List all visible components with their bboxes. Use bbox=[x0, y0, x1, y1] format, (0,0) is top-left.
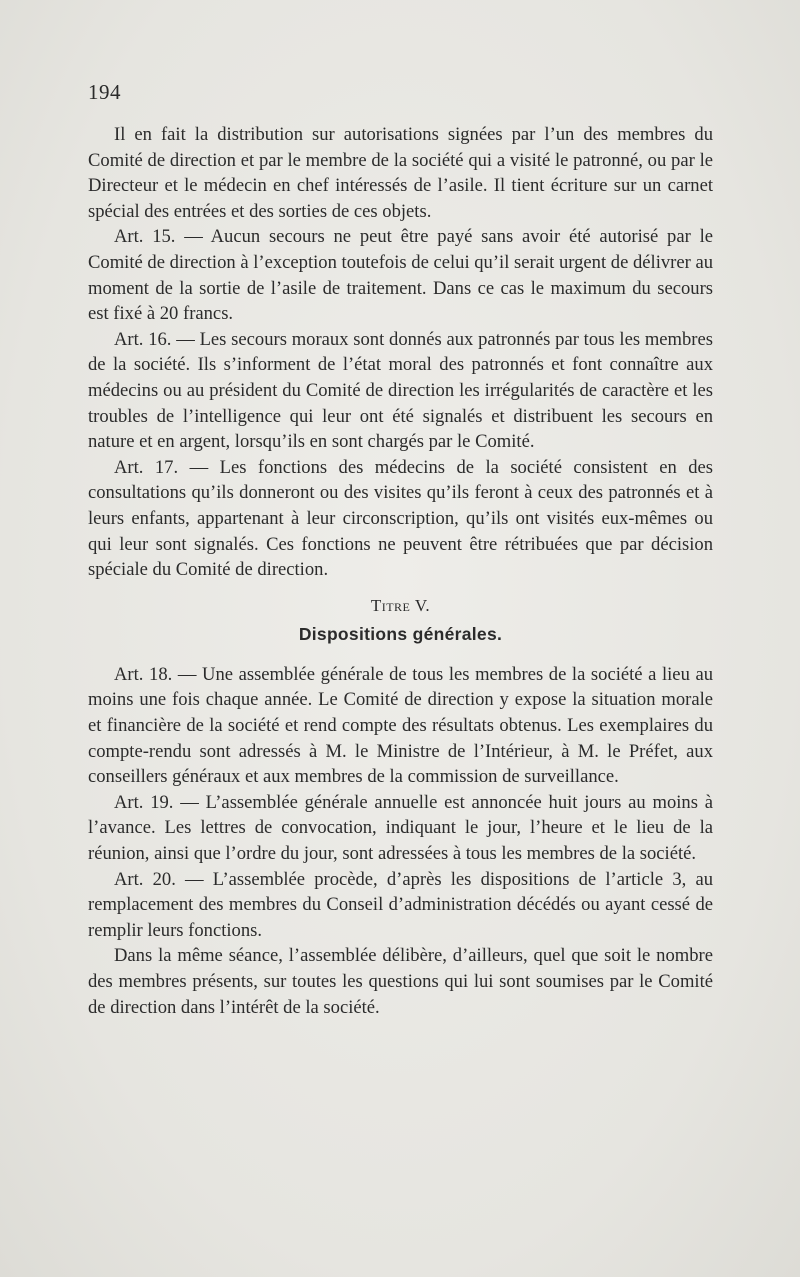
paragraph-art-17: Art. 17. — Les fonctions des médecins de la société consistent en des consultations qu’ils donneront ou des visites qu’ils feront à ceux des patronnés et à leurs enfants, appartenant à leur circonscription, qu’ils ont visités eux-mêmes ou qui leur sont signalés. Ces fonctions ne peuvent être rétribuées que par décision spéciale du Comité de direction. bbox=[88, 456, 713, 581]
paragraph-art-16: Art. 16. — Les secours moraux sont donnés aux patronnés par tous les membres de la société. Ils s’informent de l’état moral des patronnés et font connaître aux médecins ou au président du Comité de direction les irrégularités de caractère et les troubles de l’intelligence qui leur ont été signalés et distribuent les secours en nature et en argent, lorsqu’ils en sont chargés par le Comité. bbox=[88, 328, 713, 453]
paragraph-final: Dans la même séance, l’assemblée délibère, d’ailleurs, quel que soit le nombre des membres présents, sur toutes les questions qui lui sont soumises par le Comité de direction dans l’intérêt de la société. bbox=[88, 945, 713, 1018]
paragraph-art-20: Art. 20. — L’assemblée procède, d’après les dispositions de l’article 3, au remplacement des membres du Conseil d’administration décédés ou ayant cessé de remplir leurs fonctions. bbox=[88, 868, 713, 941]
paragraph-continuation: Il en fait la distribution sur autorisations signées par l’un des membres du Comité de direction et par le membre de la société qui a visité le patronné, ou par le Directeur et le médecin en chef intéressés de l’asile. Il tient écriture sur un carnet spécial des entrées et des sorties de ces objets. bbox=[88, 124, 713, 222]
paragraph-art-18: Art. 18. — Une assemblée générale de tous les membres de la société a lieu au moins une fois chaque année. Le Comité de direction y expose la situation morale et financière de la société et rend compte des résultats obtenus. Les exemplaires du compte-rendu sont adressés à M. le Ministre de l’Intérieur, à M. le Préfet, aux conseillers généraux et aux membres de la commission de surveillance. bbox=[88, 663, 713, 788]
page-number: 194 bbox=[88, 80, 121, 104]
title-label: Titre V. bbox=[370, 595, 431, 615]
body-text bbox=[88, 122, 713, 1020]
title-heading bbox=[88, 593, 713, 619]
paragraph-art-19: Art. 19. — L’assemblée générale annuelle est annoncée huit jours au moins à l’avance. Les lettres de convocation, indiquant le jour, l’heure et le lieu de la réunion, ainsi que l’ordre du jour, sont adressées à tous les membres de la société. bbox=[88, 791, 713, 865]
section-heading: Dispositions générales. bbox=[298, 624, 503, 645]
paragraph-art-15: Art. 15. — Aucun secours ne peut être payé sans avoir été autorisé par le Comité de direction à l’exception toutefois de celui qu’il serait urgent de délivrer au moment de la sortie de l’asile de traitement. Dans ce cas le maximum du secours est fixé à 20 francs. bbox=[88, 226, 713, 325]
